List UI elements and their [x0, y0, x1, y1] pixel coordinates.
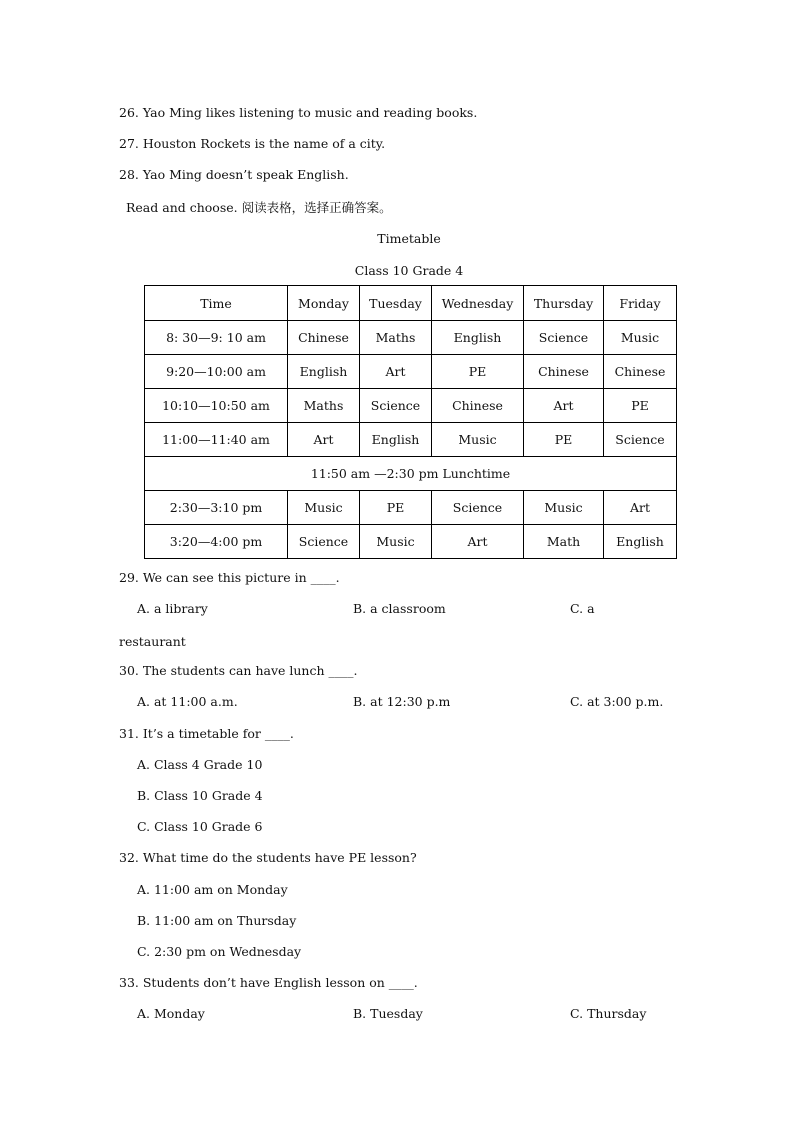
table-cell: Art	[360, 355, 432, 389]
question-31-stem: 31. It’s a timetable for ____.	[119, 726, 294, 741]
table-cell: Science	[360, 389, 432, 423]
statement-27: 27. Houston Rockets is the name of a city.	[119, 136, 386, 151]
table-cell: Chinese	[524, 355, 604, 389]
table-cell: Art	[604, 491, 677, 525]
table-cell: Science	[432, 491, 524, 525]
table-cell: Chinese	[604, 355, 677, 389]
table-cell: Maths	[360, 321, 432, 355]
question-32-option-c: C. 2:30 pm on Wednesday	[137, 944, 302, 959]
lunchtime-cell: 11:50 am —2:30 pm Lunchtime	[145, 457, 677, 491]
table-row	[145, 321, 677, 355]
time-cell: 8: 30—9: 10 am	[145, 321, 288, 355]
question-30-stem: 30. The students can have lunch ____.	[119, 663, 358, 678]
question-29-option-c: C. a	[570, 601, 595, 616]
header-cell: Friday	[604, 286, 677, 321]
question-31-option-c: C. Class 10 Grade 6	[137, 819, 263, 834]
header-cell: Tuesday	[360, 286, 432, 321]
statement-26: 26. Yao Ming likes listening to music and reading books.	[119, 105, 478, 120]
time-cell: 3:20—4:00 pm	[145, 525, 288, 559]
question-33-stem: 33. Students don’t have English lesson on ____.	[119, 975, 418, 990]
header-cell: Time	[145, 286, 288, 321]
question-33-option-c: C. Thursday	[570, 1006, 647, 1021]
table-row	[145, 423, 677, 457]
time-cell: 2:30—3:10 pm	[145, 491, 288, 525]
question-29-stem: 29. We can see this picture in ____.	[119, 570, 340, 585]
question-31-option-a: A. Class 4 Grade 10	[137, 757, 263, 772]
table-header-row	[145, 286, 677, 321]
time-cell: 10:10—10:50 am	[145, 389, 288, 423]
statement-28: 28. Yao Ming doesn’t speak English.	[119, 167, 349, 182]
section-instruction: Read and choose. 阅读表格，选择正确答案。	[126, 200, 392, 215]
table-cell: Art	[288, 423, 360, 457]
question-33-option-a: A. Monday	[137, 1006, 205, 1021]
question-29-option-b: B. a classroom	[353, 601, 446, 616]
table-row	[145, 389, 677, 423]
table-cell: Art	[524, 389, 604, 423]
table-cell: Music	[604, 321, 677, 355]
question-32-option-b: B. 11:00 am on Thursday	[137, 913, 297, 928]
table-cell: Music	[524, 491, 604, 525]
table-cell: Music	[288, 491, 360, 525]
table-cell: Music	[432, 423, 524, 457]
time-cell: 11:00—11:40 am	[145, 423, 288, 457]
table-cell: PE	[604, 389, 677, 423]
table-cell: Science	[524, 321, 604, 355]
table-cell: Chinese	[432, 389, 524, 423]
timetable-table	[144, 285, 677, 559]
question-31-option-b: B. Class 10 Grade 4	[137, 788, 263, 803]
table-cell: Math	[524, 525, 604, 559]
table-cell: Music	[360, 525, 432, 559]
question-32-option-a: A. 11:00 am on Monday	[137, 882, 288, 897]
table-row	[145, 491, 677, 525]
table-cell: Chinese	[288, 321, 360, 355]
table-cell: PE	[524, 423, 604, 457]
question-30-option-b: B. at 12:30 p.m	[353, 694, 451, 709]
time-cell: 9:20—10:00 am	[145, 355, 288, 389]
lunch-row	[145, 457, 677, 491]
table-cell: English	[604, 525, 677, 559]
question-32-stem: 32. What time do the students have PE lesson?	[119, 850, 417, 865]
header-cell: Wednesday	[432, 286, 524, 321]
table-cell: English	[432, 321, 524, 355]
table-cell: English	[288, 355, 360, 389]
question-30-option-c: C. at 3:00 p.m.	[570, 694, 664, 709]
timetable-title: Timetable	[377, 231, 441, 246]
table-row	[145, 525, 677, 559]
table-row	[145, 355, 677, 389]
table-cell: Science	[604, 423, 677, 457]
table-cell: PE	[360, 491, 432, 525]
question-29-option-a: A. a library	[137, 601, 208, 616]
timetable-subtitle: Class 10 Grade 4	[354, 263, 464, 278]
question-33-option-b: B. Tuesday	[353, 1006, 423, 1021]
question-30-option-a: A. at 11:00 a.m.	[137, 694, 238, 709]
table-cell: Art	[432, 525, 524, 559]
table-cell: PE	[432, 355, 524, 389]
question-29-option-c-continuation: restaurant	[119, 634, 186, 649]
table-cell: English	[360, 423, 432, 457]
header-cell: Monday	[288, 286, 360, 321]
table-cell: Science	[288, 525, 360, 559]
header-cell: Thursday	[524, 286, 604, 321]
table-cell: Maths	[288, 389, 360, 423]
